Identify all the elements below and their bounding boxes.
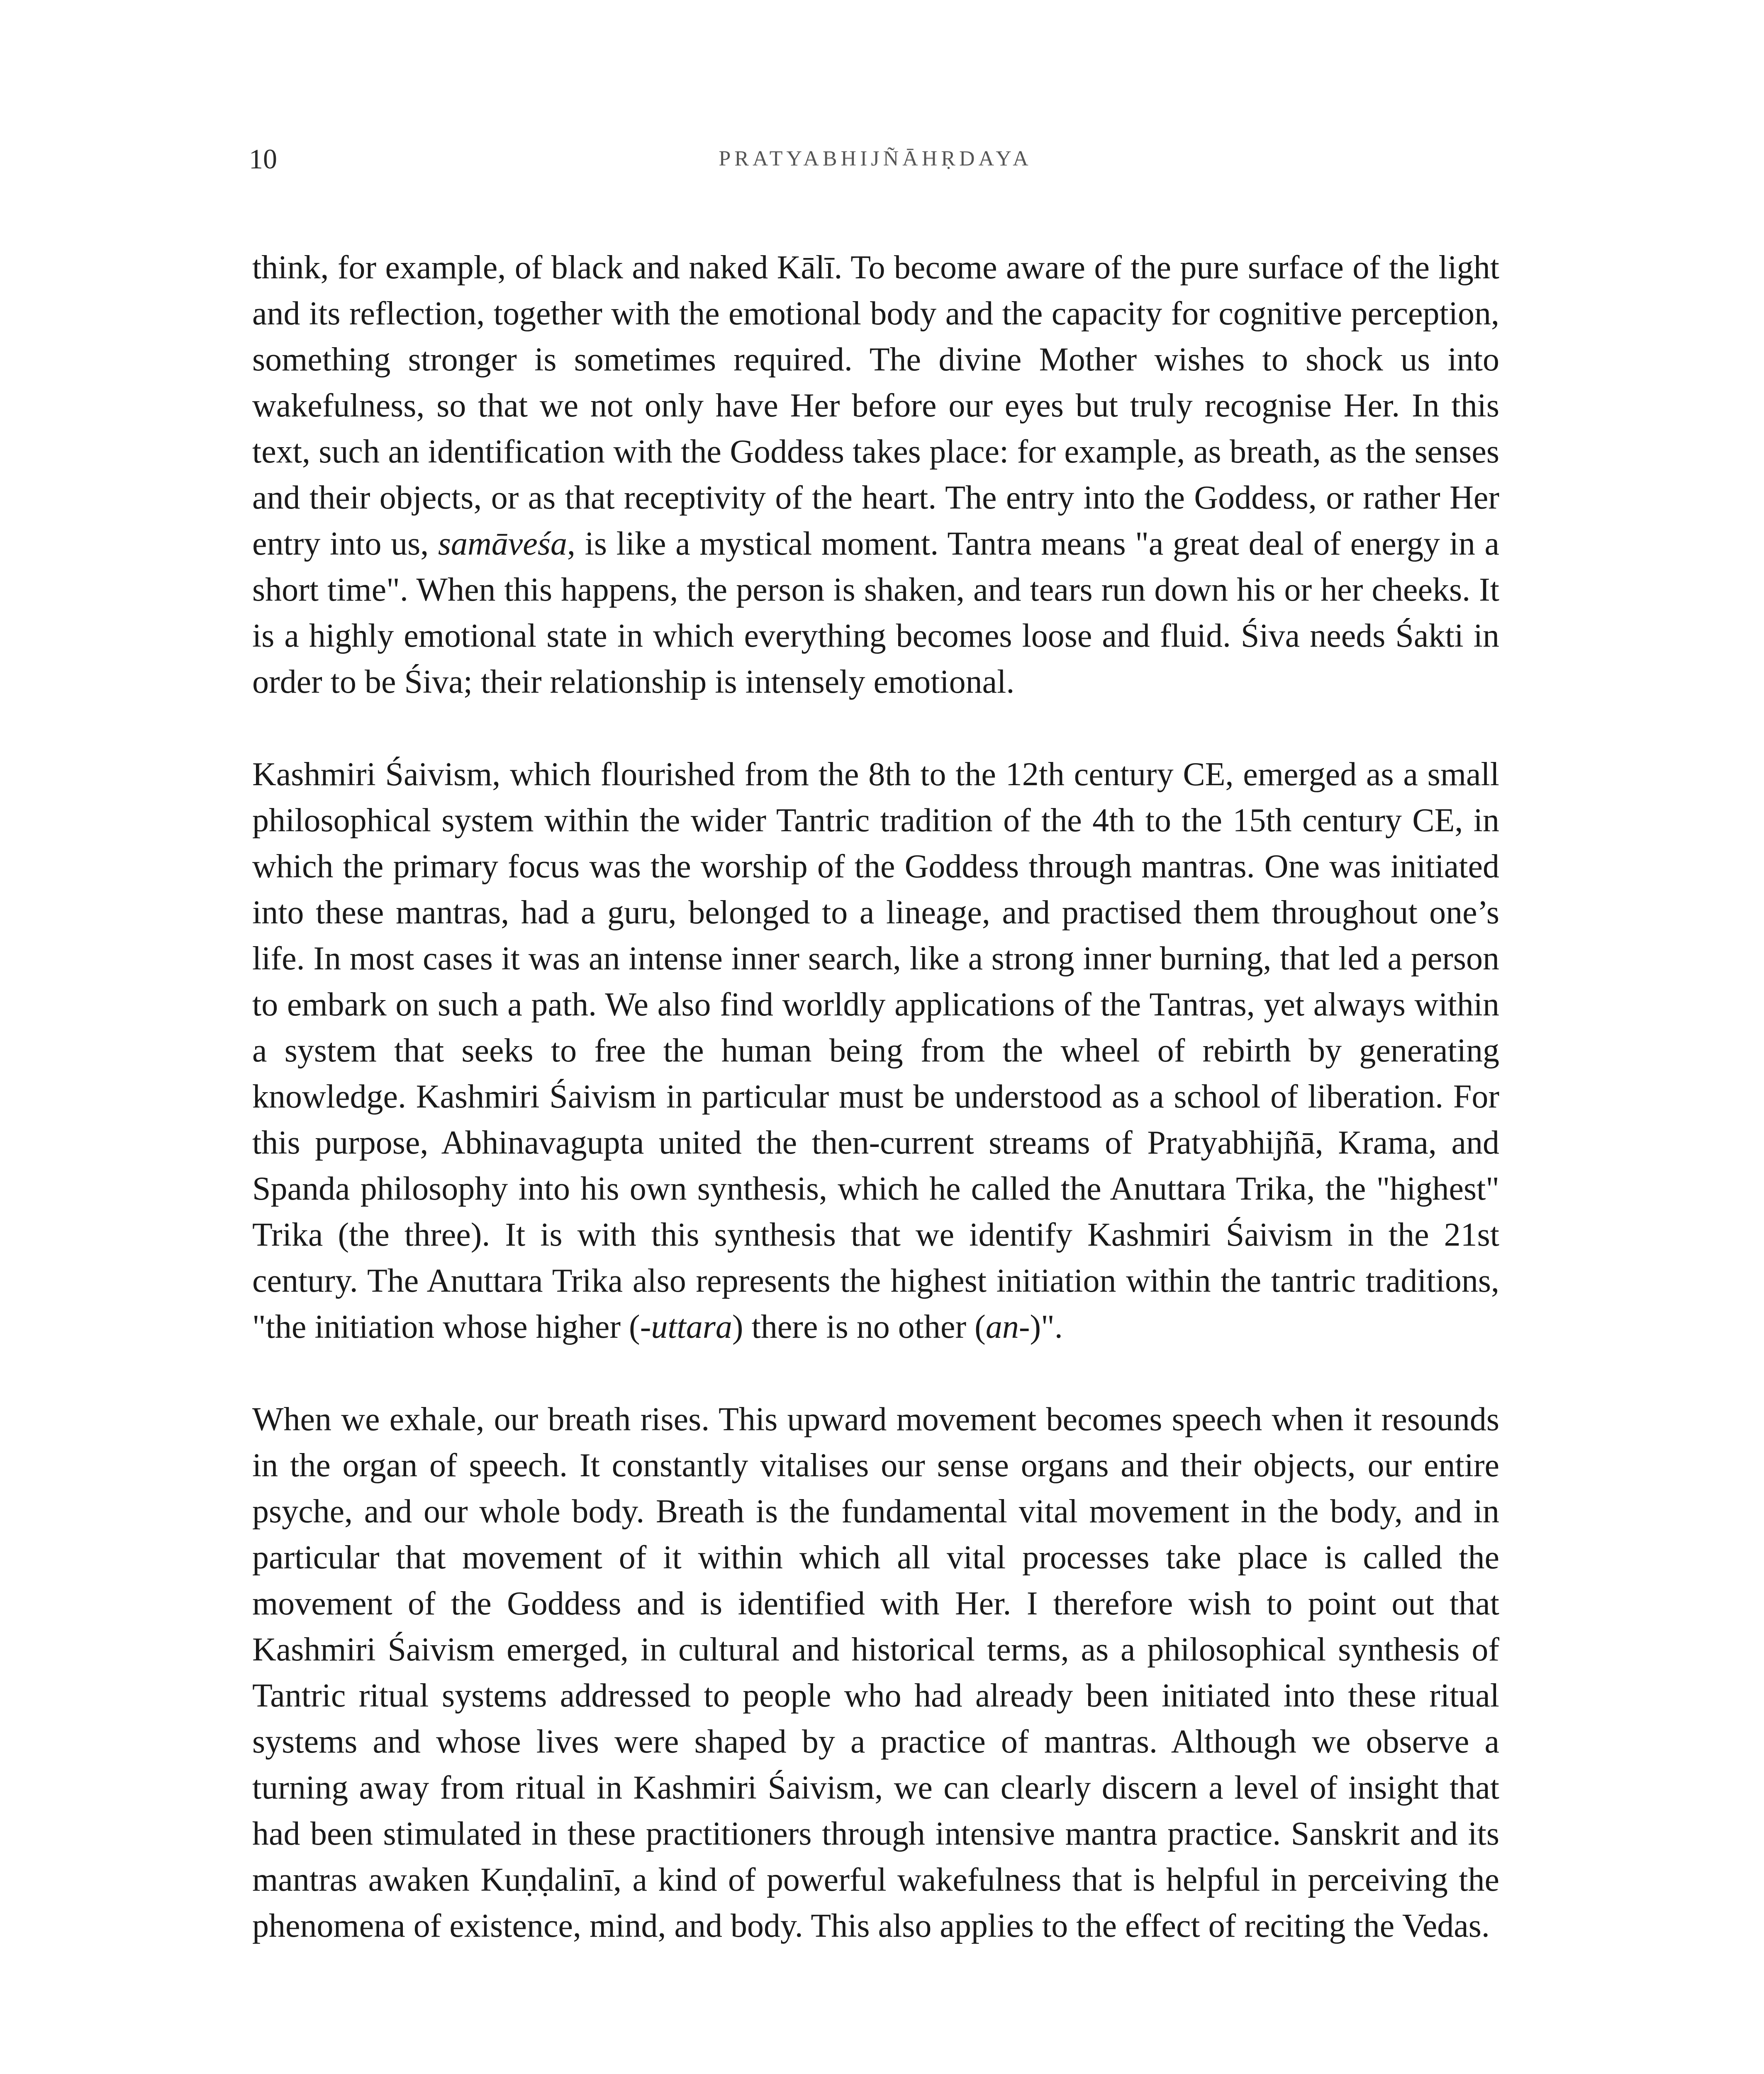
paragraph-text: When we exhale, our breath rises. This upward movement becomes speech when it resounds in the organ of speech. It constantly vitalises our sense organs and their objects, our entire psyche, and our whole body. Breath is the fundamental vital movement in the body, and in particular that movement of it within which all vital processes take place is called the movement of the Goddess and is identified with Her. I therefore wish to point out that Kashmiri Śaivism emerged, in cultural and historical terms, as a philosophical synthesis of Tantric ritual systems addressed to people who had already been initiated into these ritual systems and whose lives were shaped by a practice of mantras. Although we observe a turning away from ritual in Kashmiri Śaivism, we can clearly discern a level of insight that had been stimulated in these practitioners through intensive mantra practice. Sanskrit and its mantras awaken Kuṇḍalinī, a kind of powerful wakefulness that is helpful in perceiving the phenomena of existence, mind, and body. This also applies to the effect of reciting the Vedas. xyxy=(252,1401,1499,1944)
paragraph-1 xyxy=(252,245,1499,705)
page-number: 10 xyxy=(249,143,277,175)
running-head xyxy=(249,140,1502,178)
body-text xyxy=(252,245,1499,1949)
paragraph-text: think, for example, of black and naked Kālī. To become aware of the pure surface of the light and its reflection, together with the emotional body and the capacity for cognitive perception, something stronger is sometimes required. The divine Mother wishes to shock us into wakefulness, so that we not only have Her before our eyes but truly recognise Her. In this text, such an identification with the Goddess takes place: for example, as breath, as the senses and their objects, or as that receptivity of the heart. The entry into the Goddess, or rather Her entry into us, xyxy=(252,249,1499,562)
paragraph-3 xyxy=(252,1397,1499,1949)
paragraph-text: , is like a mystical moment. Tantra means "a great deal of energy in a short time". When this happens, the person is shaken, and tears run down his or her cheeks. It is a highly emotional state in which everything becomes loose and fluid. Śiva needs Śakti in order to be Śiva; their relationship is intensely emotional. xyxy=(252,526,1499,700)
paragraph-text: Kashmiri Śaivism, which flourished from the 8th to the 12th century CE, emerged as a small philosophical system within the wider Tantric tradition of the 4th to the 15th century CE, in which the primary focus was the worship of the Goddess through mantras. One was initiated into these mantras, had a guru, belonged to a lineage, and practised them throughout one’s life. In most cases it was an intense inner search, like a strong inner burning, that led a person to embark on such a path. We also find worldly applications of the Tantras, yet always within a system that seeks to free the human being from the wheel of rebirth by generating knowledge. Kashmiri Śaivism in particular must be understood as a school of liberation. For this purpose, Abhinavagupta united the then-current streams of Pratyabhijñā, Krama, and Spanda philosophy into his own synthesis, which he called the Anuttara Trika, the "highest" Trika (the three). It is with this synthesis that we identify Kashmiri Śaivism in the 21st century. The Anuttara Trika also represents the highest initiation within the tantric traditions, "the initiation whose higher (- xyxy=(252,756,1499,1345)
sanskrit-term: an- xyxy=(985,1309,1030,1345)
running-title: PRATYABHIJÑĀHṚDAYA xyxy=(719,147,1032,170)
paragraph-2 xyxy=(252,752,1499,1350)
paragraph-text: )". xyxy=(1030,1309,1063,1345)
sanskrit-term: samāveśa xyxy=(438,526,567,562)
paragraph-text: ) there is no other ( xyxy=(732,1309,986,1345)
sanskrit-term: uttara xyxy=(651,1309,732,1345)
